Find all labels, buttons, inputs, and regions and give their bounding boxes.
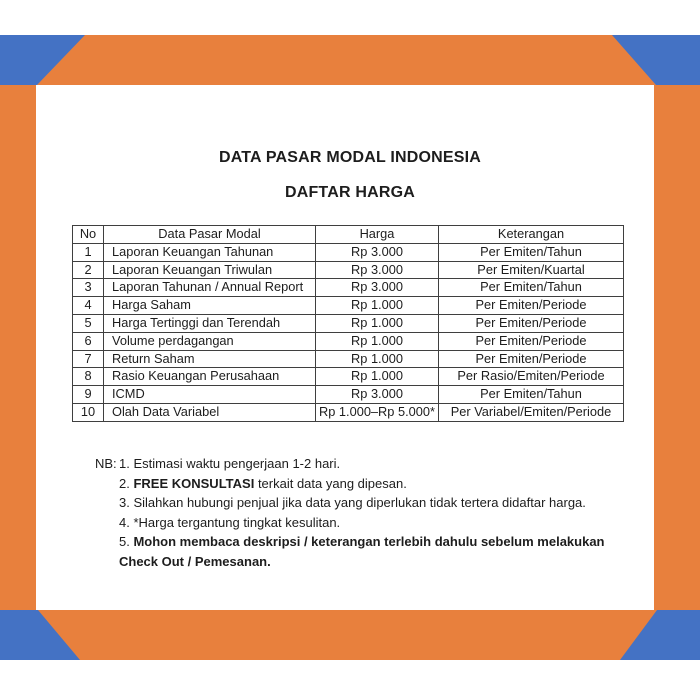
table-row <box>73 243 624 261</box>
cell-price: Rp 1.000 <box>316 350 439 368</box>
notes-section <box>95 454 627 571</box>
column-header-no: No <box>73 226 104 244</box>
cell-keterangan: Per Emiten/Periode <box>439 314 624 332</box>
page-subtitle: DAFTAR HARGA <box>284 184 416 201</box>
cell-no: 2 <box>73 261 104 279</box>
cell-no: 5 <box>73 314 104 332</box>
nb-label: NB: <box>95 456 117 471</box>
note-text: Silahkan hubungi penjual jika data yang diperlukan tidak tertera didaftar harga. <box>133 495 586 510</box>
cell-item: Laporan Keuangan Triwulan <box>104 261 316 279</box>
frame-bottom-bar <box>0 610 700 660</box>
cell-no: 10 <box>73 403 104 421</box>
note-item-5 <box>119 532 627 571</box>
column-header-keterangan: Keterangan <box>439 226 624 244</box>
cell-keterangan: Per Emiten/Periode <box>439 297 624 315</box>
cell-item: Olah Data Variabel <box>104 403 316 421</box>
cell-no: 1 <box>73 243 104 261</box>
note-text: terkait data yang dipesan. <box>254 475 407 491</box>
cell-item: Laporan Tahunan / Annual Report <box>104 279 316 297</box>
cell-item: Return Saham <box>104 350 316 368</box>
note-number: 2. <box>119 475 130 491</box>
cell-price: Rp 3.000 <box>316 261 439 279</box>
cell-keterangan: Per Emiten/Periode <box>439 332 624 350</box>
cell-price: Rp 3.000 <box>316 243 439 261</box>
cell-price: Rp 1.000 <box>316 314 439 332</box>
table-row <box>73 386 624 404</box>
table-header-row <box>73 226 624 244</box>
cell-item: Laporan Keuangan Tahunan <box>104 243 316 261</box>
note-text: *Harga tergantung tingkat kesulitan. <box>133 514 341 530</box>
note-item-3 <box>119 493 627 513</box>
table-body <box>73 243 624 421</box>
nb-items <box>119 454 627 571</box>
column-header-price: Harga <box>316 226 439 244</box>
cell-no: 8 <box>73 368 104 386</box>
cell-price: Rp 1.000–Rp 5.000* <box>316 403 439 421</box>
note-number: 5. <box>119 534 130 549</box>
note-item-2 <box>119 474 627 494</box>
note-item-4 <box>119 513 627 533</box>
page-title: DATA PASAR MODAL INDONESIA <box>218 149 482 166</box>
note-text-bold: FREE KONSULTASI <box>133 475 255 491</box>
cell-item: Volume perdagangan <box>104 332 316 350</box>
cell-keterangan: Per Emiten/Tahun <box>439 386 624 404</box>
note-text-bold: Mohon membaca deskripsi / keterangan terlebih dahulu sebelum melakukan <box>133 534 605 549</box>
table-row <box>73 403 624 421</box>
note-number: 3. <box>119 495 130 510</box>
cell-price: Rp 1.000 <box>316 368 439 386</box>
cell-price: Rp 1.000 <box>316 297 439 315</box>
cell-keterangan: Per Emiten/Tahun <box>439 279 624 297</box>
cell-keterangan: Per Rasio/Emiten/Periode <box>439 368 624 386</box>
price-table <box>72 225 624 422</box>
cell-keterangan: Per Emiten/Kuartal <box>439 261 624 279</box>
frame-top-bar <box>0 35 700 85</box>
cell-keterangan: Per Emiten/Tahun <box>439 243 624 261</box>
cell-price: Rp 3.000 <box>316 279 439 297</box>
note-number: 1. <box>119 456 130 471</box>
note-number: 4. <box>119 514 130 530</box>
table-row <box>73 314 624 332</box>
cell-item: Harga Saham <box>104 297 316 315</box>
note-item-1 <box>119 454 627 474</box>
table-row <box>73 368 624 386</box>
cell-item: ICMD <box>104 386 316 404</box>
cell-keterangan: Per Emiten/Periode <box>439 350 624 368</box>
cell-keterangan: Per Variabel/Emiten/Periode <box>439 403 624 421</box>
cell-no: 3 <box>73 279 104 297</box>
table-row <box>73 332 624 350</box>
table-row <box>73 350 624 368</box>
note-text: Estimasi waktu pengerjaan 1-2 hari. <box>133 456 341 471</box>
column-header-item: Data Pasar Modal <box>104 226 316 244</box>
table-row <box>73 279 624 297</box>
table-row <box>73 261 624 279</box>
cell-no: 9 <box>73 386 104 404</box>
cell-price: Rp 1.000 <box>316 332 439 350</box>
cell-item: Rasio Keuangan Perusahaan <box>104 368 316 386</box>
cell-no: 4 <box>73 297 104 315</box>
cell-no: 7 <box>73 350 104 368</box>
note-text-bold: Check Out / Pemesanan. <box>119 553 271 569</box>
cell-item: Harga Tertinggi dan Terendah <box>104 314 316 332</box>
cell-no: 6 <box>73 332 104 350</box>
table-row <box>73 297 624 315</box>
cell-price: Rp 3.000 <box>316 386 439 404</box>
